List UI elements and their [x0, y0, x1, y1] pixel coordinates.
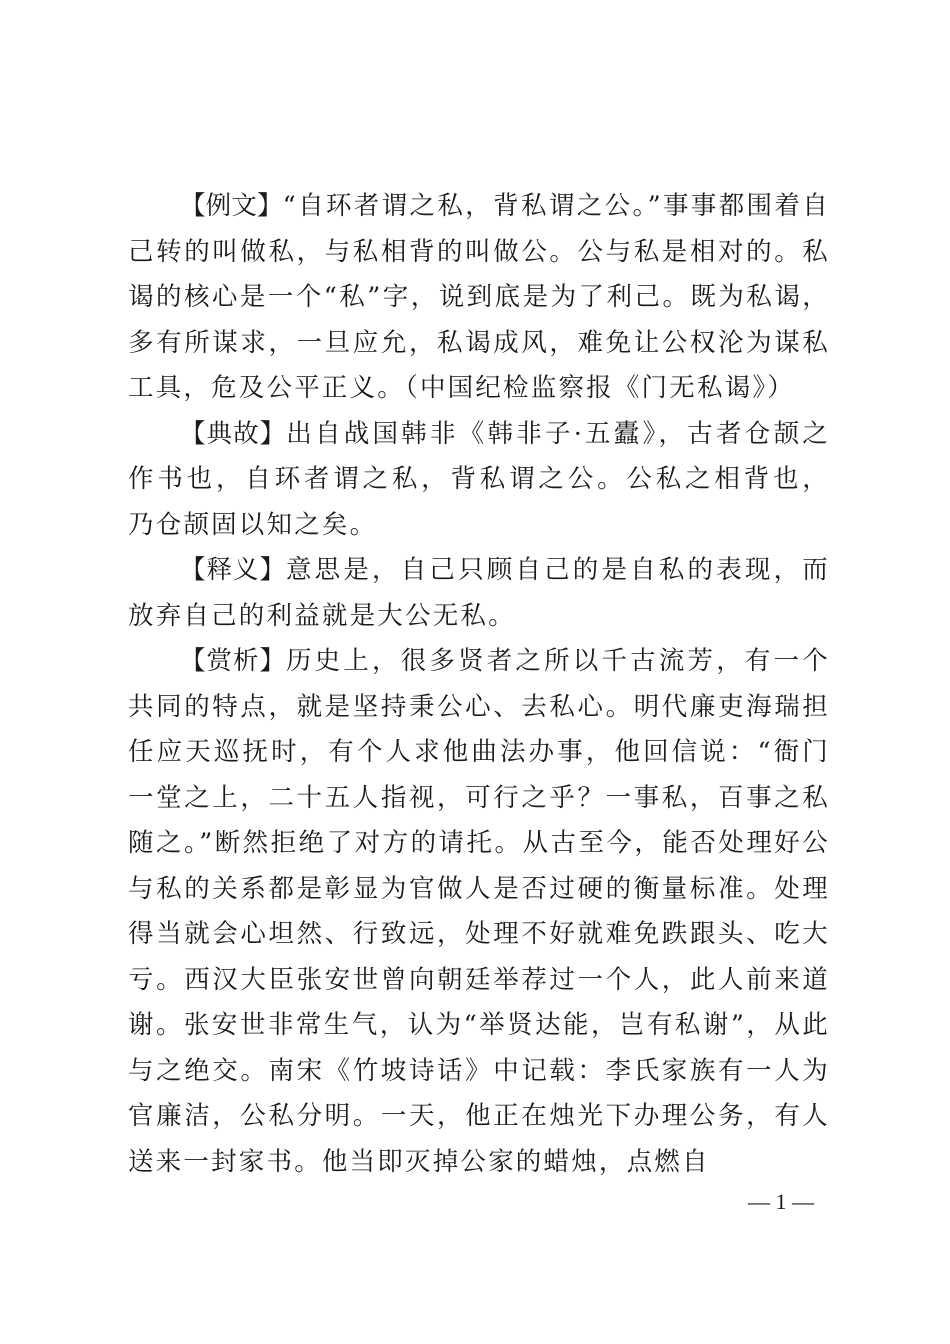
- section-tag-meaning: 【释义】: [180, 555, 286, 585]
- paragraph-meaning: [128, 548, 830, 639]
- section-tag-example: 【例文】: [180, 191, 283, 221]
- paragraph-example: [128, 184, 830, 412]
- paragraph-appreciation: [128, 639, 830, 1185]
- paragraph-text: 出自战国韩非《韩非子·五蠹》，古者仓颉之作书也，自环者谓之私，背私谓之公。公私之相背也， 乃仓颉固以知之矣。: [128, 418, 830, 540]
- paragraph-text: 意思是，自己只顾自己的是自私的表现，而放弃自己的利益就是大公无私。: [128, 555, 830, 631]
- document-body: [128, 184, 830, 1185]
- section-tag-allusion: 【典故】: [180, 418, 287, 449]
- section-tag-appreciation: 【赏析】: [180, 646, 286, 676]
- paragraph-text: “自环者谓之私，背私谓之公。”事事都围着自己转的叫做私，与私相背的叫做公。公与私是相对的。私谒的核心是一个“私”字，说到底是为了利己。既为私谒，多有所谋求，一旦应允，私谒成风，难免让公权沦为谋私工具，危及公平正义。（中国纪检监察报《门无私谒》）: [128, 191, 830, 403]
- page-number: — 1 —: [748, 1189, 814, 1214]
- paragraph-allusion: [128, 412, 830, 549]
- paragraph-text: 历史上，很多贤者之所以千古流芳，有一个共同的特点，就是坚持秉公心、去私心。明代廉吏海瑞担任应天巡抚时，有个人求他曲法办事，他回信说：“衙门一堂之上，二十五人指视，可行之乎？一事私，百事之私随之。”断然拒绝了对方的请托。从古至今，能否处理好公与私的关系都是彰显为官做人是否过硬的衡量标准。处理得当就会心坦然、行致远，处理不好就难免跌跟头、吃大亏。西汉大臣张安世曾向朝廷举荐过一个人，此人前来道谢。张安世非常生气，认为“举贤达能，岂有私谢”，从此与之绝交。南宋《竹坡诗话》中记载：李氏家族有一人为官廉洁，公私分明。一天，他正在烛光下办理公务，有人送来一封家书。他当即灭掉公家的蜡烛，点燃自: [128, 646, 830, 1177]
